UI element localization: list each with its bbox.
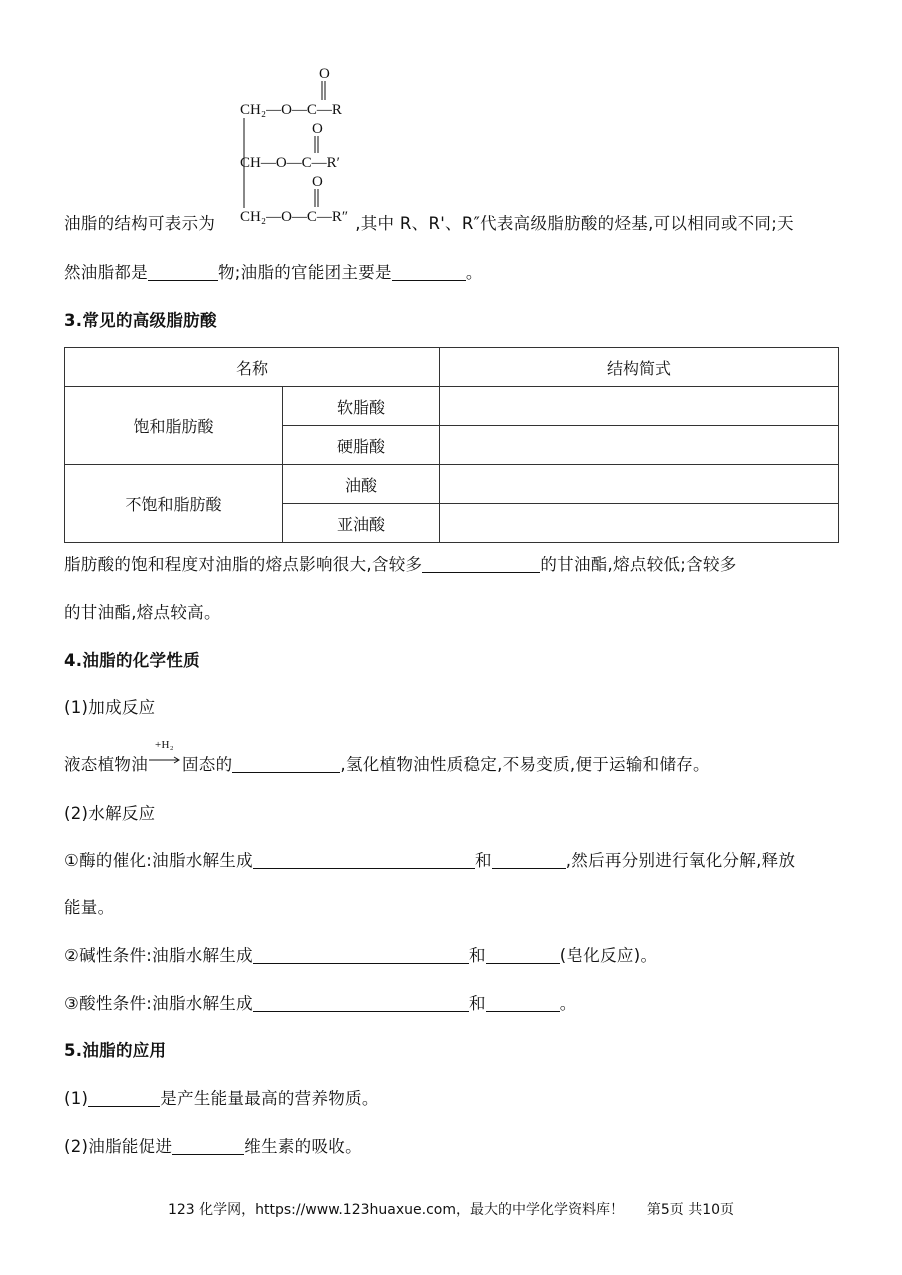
answer-blank[interactable] xyxy=(172,1137,244,1155)
use-line-2 xyxy=(64,1133,362,1157)
page-number: 第5页 共10页 xyxy=(646,1202,735,1218)
answer-blank[interactable] xyxy=(422,555,540,573)
answer-blank[interactable] xyxy=(253,994,469,1012)
sub-hydrolysis: (2)水解反应 xyxy=(64,804,156,823)
structure-row-1: CH₂—O—C—R xyxy=(240,102,342,118)
enzyme-hydrolysis-line-2: 能量。 xyxy=(64,898,115,917)
enzyme-text-c: ,然后再分别进行氧化分解,释放 xyxy=(565,851,796,870)
answer-blank[interactable] xyxy=(253,851,475,869)
enzyme-hydrolysis-line-1 xyxy=(64,847,795,871)
section-5-title: 5.油脂的应用 xyxy=(64,1041,167,1060)
product-text: 固态的 xyxy=(182,755,233,774)
intro-line-1 xyxy=(64,210,794,234)
intro-prefix: 油脂的结构可表示为 xyxy=(64,214,216,233)
intro-text-a: 然油脂都是 xyxy=(64,263,148,282)
enzyme-text-a: ①酶的催化:油脂水解生成 xyxy=(64,851,253,870)
acid-text-a: ③酸性条件:油脂水解生成 xyxy=(64,994,253,1013)
melting-note-line-1 xyxy=(64,551,737,575)
header-name: 名称 xyxy=(65,348,440,387)
answer-blank[interactable] xyxy=(486,994,560,1012)
base-text-c: (皂化反应)。 xyxy=(559,946,658,965)
reactant-text: 液态植物油 xyxy=(64,755,148,774)
arrow-label: +H₂ xyxy=(155,739,174,751)
oxygen-label-1: O xyxy=(319,66,330,82)
note-text-a: 脂肪酸的饱和程度对油脂的熔点影响很大,含较多 xyxy=(64,555,423,574)
acid-text-and: 和 xyxy=(468,994,486,1013)
structure-cell[interactable] xyxy=(440,465,839,504)
use-2-text: 维生素的吸收。 xyxy=(244,1137,362,1156)
enzyme-text-and: 和 xyxy=(474,851,492,870)
acid-name: 硬脂酸 xyxy=(283,426,440,465)
intro-text-c: 。 xyxy=(465,263,483,282)
triglyceride-structure xyxy=(236,64,370,230)
use-1-text: 是产生能量最高的营养物质。 xyxy=(160,1089,379,1108)
base-hydrolysis-line xyxy=(64,942,657,966)
base-text-and: 和 xyxy=(468,946,486,965)
base-text-a: ②碱性条件:油脂水解生成 xyxy=(64,946,253,965)
answer-blank[interactable] xyxy=(486,946,560,964)
answer-blank[interactable] xyxy=(88,1089,160,1107)
answer-blank[interactable] xyxy=(492,851,566,869)
acid-hydrolysis-line xyxy=(64,990,577,1014)
intro-suffix: ,其中 R、R'、R″代表高级脂肪酸的烃基,可以相同或不同;天 xyxy=(355,214,794,233)
answer-blank[interactable] xyxy=(148,263,218,281)
structure-row-3: CH₂—O—C—R″ xyxy=(240,209,349,225)
use-line-1 xyxy=(64,1085,379,1109)
arrow-icon xyxy=(148,754,182,772)
structure-cell[interactable] xyxy=(440,426,839,465)
intro-text-b: 物;油脂的官能团主要是 xyxy=(218,263,392,282)
acid-name: 亚油酸 xyxy=(283,504,440,543)
note-text-b: 的甘油酯,熔点较低;含较多 xyxy=(540,555,737,574)
structure-cell[interactable] xyxy=(440,387,839,426)
acid-name: 软脂酸 xyxy=(283,387,440,426)
use-2-prefix: (2)油脂能促进 xyxy=(64,1137,173,1156)
intro-line-2 xyxy=(64,259,483,283)
section-3-title: 3.常见的高级脂肪酸 xyxy=(64,311,217,330)
footer-source: 123 化学网，https://www.123huaxue.com，最大的中学化学资料库！ xyxy=(167,1202,624,1218)
answer-blank[interactable] xyxy=(253,946,469,964)
table-header-row xyxy=(65,348,839,387)
use-1-prefix: (1) xyxy=(64,1089,89,1108)
reaction-arrow xyxy=(148,739,182,772)
table-row xyxy=(65,387,839,426)
structure-row-2: CH—O—C—R′ xyxy=(240,155,340,171)
fatty-acid-table xyxy=(64,347,839,543)
melting-note-line-2: 的甘油酯,熔点较高。 xyxy=(64,603,221,622)
section-4-title: 4.油脂的化学性质 xyxy=(64,651,200,670)
group-saturated: 饱和脂肪酸 xyxy=(65,387,283,465)
addition-note: ,氢化植物油性质稳定,不易变质,便于运输和储存。 xyxy=(340,755,710,774)
oxygen-label-3: O xyxy=(312,174,323,190)
answer-blank[interactable] xyxy=(232,755,340,773)
acid-name: 油酸 xyxy=(283,465,440,504)
header-structure: 结构简式 xyxy=(440,348,839,387)
sub-addition: (1)加成反应 xyxy=(64,698,156,717)
oxygen-label-2: O xyxy=(312,121,323,137)
addition-reaction-line xyxy=(64,739,710,775)
structure-cell[interactable] xyxy=(440,504,839,543)
page-footer xyxy=(0,1199,902,1219)
group-unsaturated: 不饱和脂肪酸 xyxy=(65,465,283,543)
table-row xyxy=(65,465,839,504)
acid-text-c: 。 xyxy=(559,994,577,1013)
answer-blank[interactable] xyxy=(392,263,466,281)
